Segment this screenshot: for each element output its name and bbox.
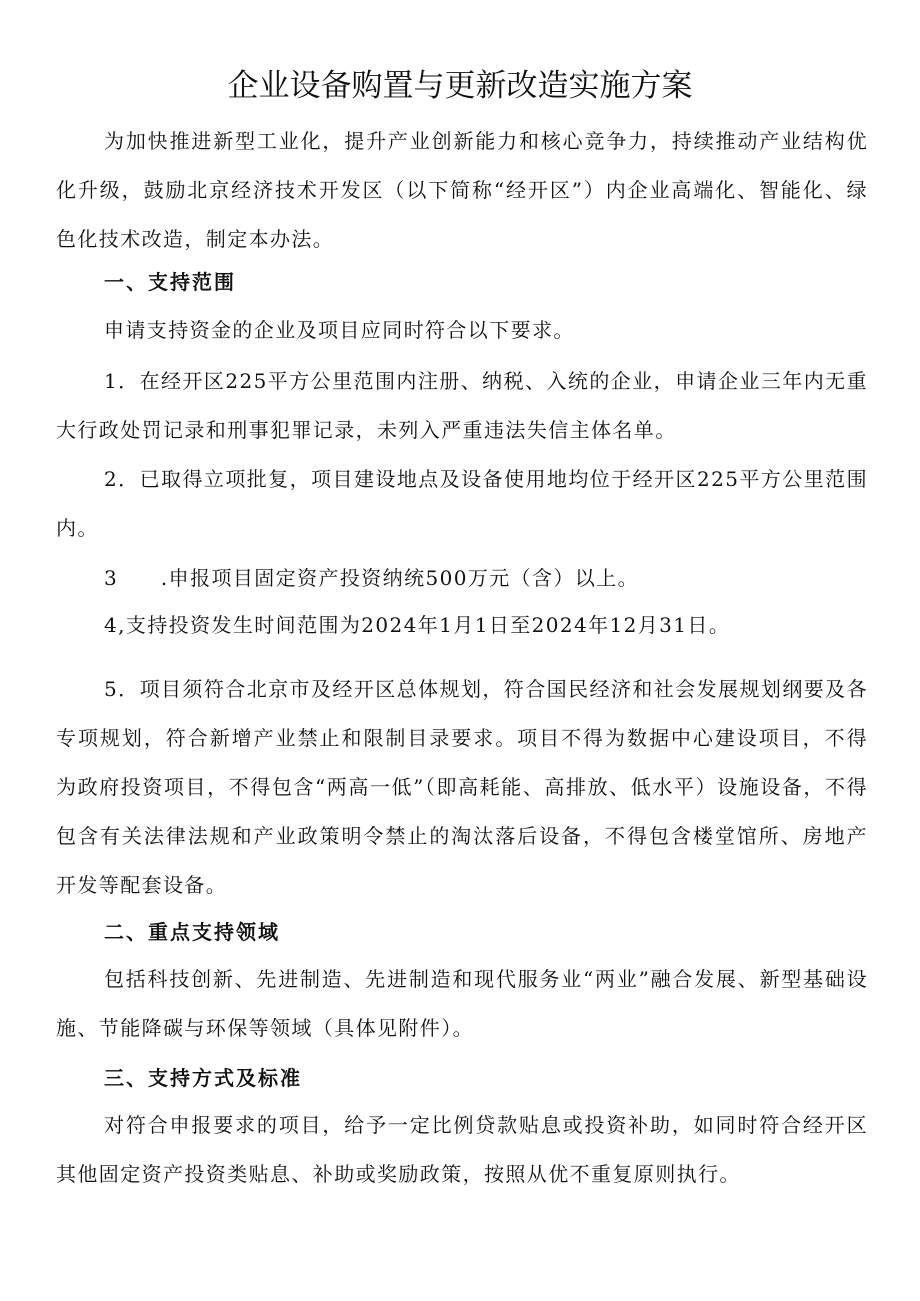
intro-paragraph: 为加快推进新型工业化，提升产业创新能力和核心竞争力，持续推动产业结构优化升级，鼓励北京经济技术开发区（以下简称“经开区”）内企业高端化、智能化、绿色化技术改造，制定本办法。 (56, 129, 868, 251)
section1-item4: 4,支持投资发生时间范围为2024年1月1日至2024年12月31日。 (104, 613, 731, 637)
section1-lead: 申请支持资金的企业及项目应同时符合以下要求。 (104, 318, 575, 342)
section3-body: 对符合申报要求的项目，给予一定比例贷款贴息或投资补助，如同时符合经开区其他固定资产投资类贴息、补助或奖励政策，按照从优不重复原则执行。 (56, 1113, 868, 1186)
section1-item2: 2．已取得立项批复，项目建设地点及设备使用地均位于经开区225平方公里范围内。 (56, 467, 868, 540)
section1-item1: 1．在经开区225平方公里范围内注册、纳税、入统的企业，申请企业三年内无重大行政处罚记录和刑事犯罪记录，未列入严重违法失信主体名单。 (56, 369, 868, 442)
section1-heading: 一、支持范围 (104, 270, 236, 294)
section2-body: 包括科技创新、先进制造、先进制造和现代服务业“两业”融合发展、新型基础设施、节能降碳与环保等领域（具体见附件）。 (56, 967, 868, 1040)
document-title: 企业设备购置与更新改造实施方案 (227, 68, 693, 104)
section1-item5: 5．项目须符合北京市及经开区总体规划，符合国民经济和社会发展规划纲要及各专项规划，符合新增产业禁止和限制目录要求。项目不得为数据中心建设项目，不得为政府投资项目，不得包含“两高一低”（即高耗能、高排放、低水平）设施设备，不得包含有关法律法规和产业政策明令禁止的淘汰落后设备，不得包含楼堂馆所、房地产开发等配套设备。 (56, 677, 868, 897)
section2-heading: 二、重点支持领域 (104, 920, 280, 944)
section1-item3: 3 .申报项目固定资产投资纳统500万元（含）以上。 (104, 566, 640, 590)
section3-heading: 三、支持方式及标准 (104, 1066, 302, 1090)
